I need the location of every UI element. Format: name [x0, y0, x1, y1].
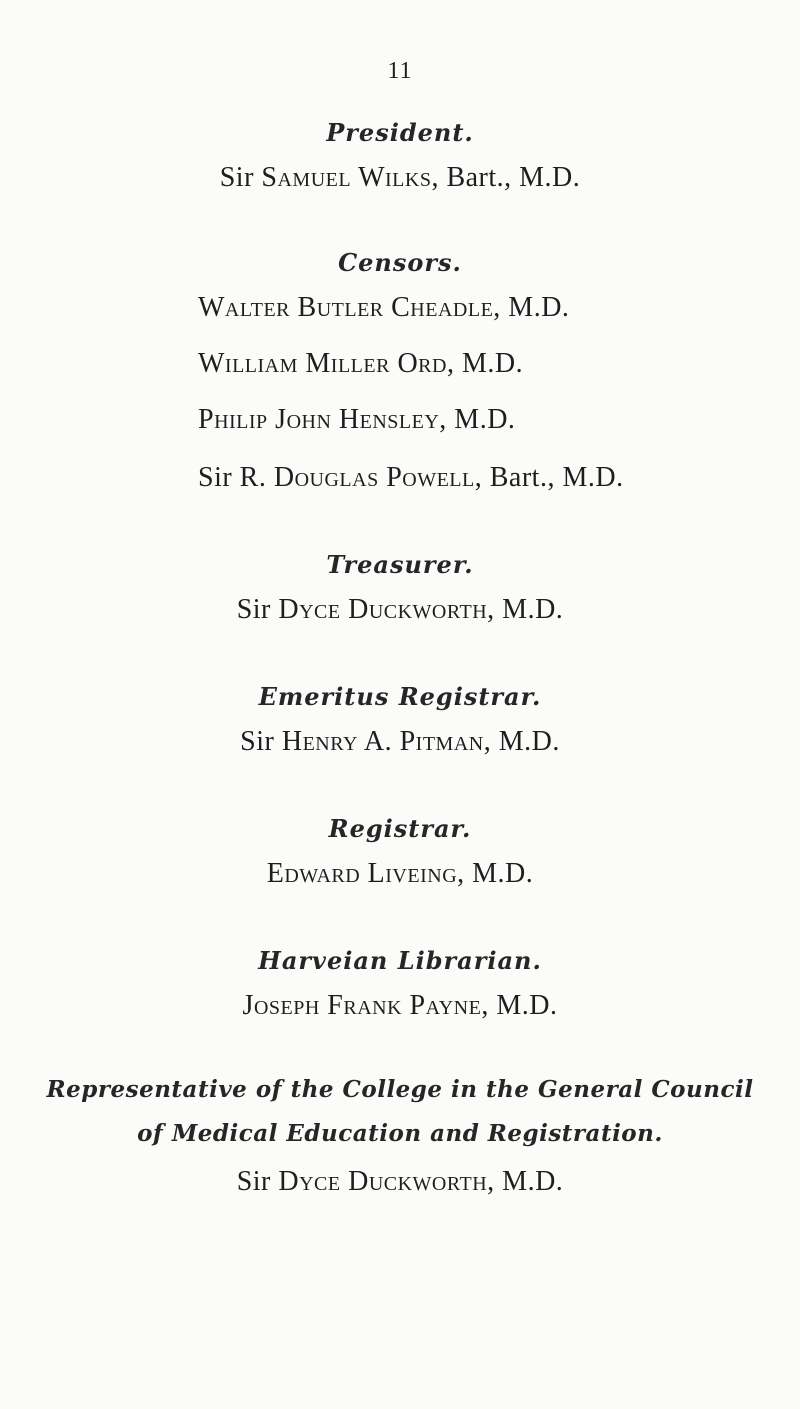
president-name-prefix: Sir — [219, 162, 254, 193]
representative-heading-line1: Representative of the College in the General Council — [46, 1076, 754, 1103]
emeritus-registrar-name-prefix: Sir — [240, 726, 275, 757]
representative-name-prefix: Sir — [236, 1166, 271, 1197]
registrar-name — [0, 858, 800, 890]
emeritus-registrar-heading: Emeritus Registrar. — [258, 682, 542, 711]
censor-name-main: Walter Butler Cheadle, — [198, 292, 501, 323]
president-name-suffix: Bart., M.D. — [446, 162, 581, 193]
emeritus-registrar-name — [0, 726, 800, 758]
censor-name-main: Douglas Powell, — [273, 462, 483, 493]
treasurer-name-suffix: M.D. — [502, 594, 564, 625]
representative-name — [0, 1166, 800, 1198]
president-name-main: Samuel Wilks, — [261, 162, 439, 193]
censor-name-suffix: M.D. — [508, 292, 570, 323]
registrar-heading: Registrar. — [328, 814, 472, 843]
censor-entry — [198, 462, 758, 494]
representative-heading-line2: of Medical Education and Registration. — [137, 1120, 663, 1147]
president-name — [0, 162, 800, 194]
censor-name-prefix: Sir R. — [198, 462, 267, 493]
censor-entry — [198, 404, 758, 436]
censor-entry — [198, 348, 758, 380]
harveian-librarian-name-main: Joseph Frank Payne, — [242, 990, 489, 1021]
censor-name-suffix: M.D. — [454, 404, 516, 435]
harveian-librarian-heading: Harveian Librarian. — [258, 946, 542, 975]
censor-name-main: Philip John Hensley, — [198, 404, 447, 435]
censor-name-suffix: M.D. — [461, 348, 524, 379]
censor-name-suffix: Bart., M.D. — [489, 462, 624, 493]
representative-name-suffix: M.D. — [502, 1166, 564, 1197]
registrar-name-main: Edward Liveing, — [266, 858, 465, 889]
registrar-name-suffix: M.D. — [472, 858, 534, 889]
censors-heading: Censors. — [338, 248, 462, 277]
censor-name-main: William Miller Ord, — [198, 348, 455, 379]
harveian-librarian-name — [0, 990, 800, 1022]
censor-entry — [198, 292, 758, 324]
treasurer-name-main: Dyce Duckworth, — [278, 594, 495, 625]
emeritus-registrar-name-suffix: M.D. — [498, 726, 560, 757]
treasurer-heading: Treasurer. — [326, 550, 474, 579]
page-number: 11 — [387, 58, 413, 84]
president-heading: President. — [326, 118, 474, 147]
representative-name-main: Dyce Duckworth, — [278, 1166, 495, 1197]
harveian-librarian-name-suffix: M.D. — [496, 990, 558, 1021]
treasurer-name — [0, 594, 800, 626]
emeritus-registrar-name-main: Henry A. Pitman, — [281, 726, 492, 757]
treasurer-name-prefix: Sir — [236, 594, 271, 625]
